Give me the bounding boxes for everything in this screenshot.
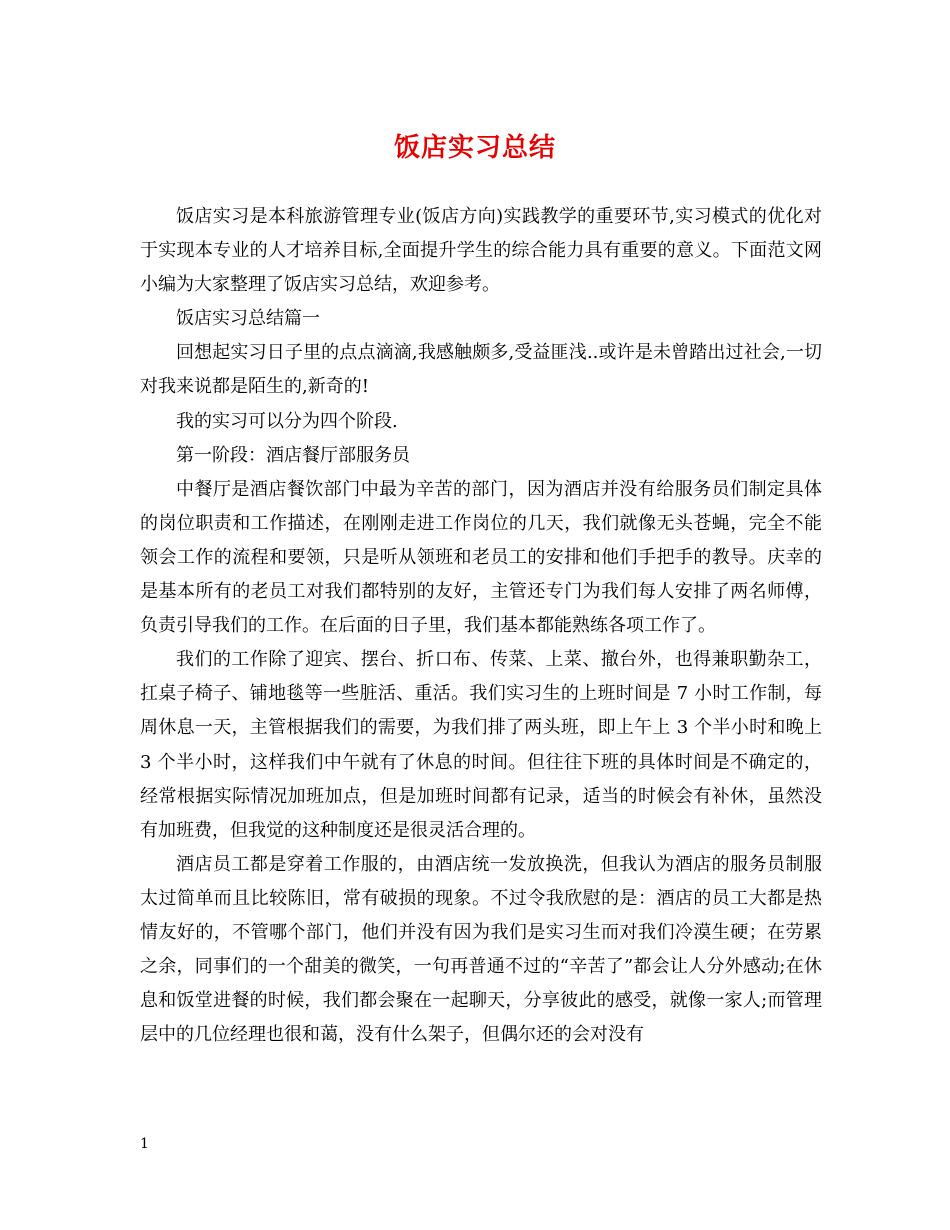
- document-title: 饭店实习总结: [393, 133, 556, 163]
- paragraph: 我们的工作除了迎宾、摆台、折口布、传菜、上菜、撤台外，也得兼职勤杂工，扛桌子椅子、铺地毯等一些脏活、重活。我们实习生的上班时间是 7 小时工作制，每周休息一天，主管根据我们的需要，为我们排了两头班，即上午上 3 个半小时和晚上 3 个半小时，这样我们中午就有了休息的时间。但往往下班的具体时间是不确定的，经常根据实际情况加班加点，但是加班时间都有记录，适当的时候会有补休，虽然没有加班费，但我觉的这种制度还是很灵活合理的。: [140, 649, 822, 841]
- paragraph: 回想起实习日子里的点点滴滴,我感触颇多,受益匪浅..或许是未曾踏出过社会,一切对我来说都是陌生的,新奇的!: [140, 342, 822, 398]
- paragraph: 我的实习可以分为四个阶段.: [176, 410, 398, 432]
- document-body: [140, 200, 822, 1052]
- paragraph: 饭店实习是本科旅游管理专业(饭店方向)实践教学的重要环节,实习模式的优化对于实现本专业的人才培养目标,全面提升学生的综合能力具有重要的意义。下面范文网小编为大家整理了饭店实习总结，欢迎参考。: [140, 206, 822, 296]
- section-heading: 饭店实习总结篇一: [176, 308, 320, 330]
- paragraph: 酒店员工都是穿着工作服的，由酒店统一发放换洗，但我认为酒店的服务员制服太过简单而且比较陈旧，常有破损的现象。不过令我欣慰的是：酒店的员工大都是热情友好的，不管哪个部门，他们并没有因为我们是实习生而对我们冷漠生硬；在劳累之余，同事们的一个甜美的微笑，一句再普通不过的“辛苦了”都会让人分外感动;在休息和饭堂进餐的时候，我们都会聚在一起聊天，分享彼此的感受，就像一家人;而管理层中的几位经理也很和蔼，没有什么架子，但偶尔还的会对没有: [140, 853, 822, 1046]
- paragraph: 中餐厅是酒店餐饮部门中最为辛苦的部门，因为酒店并没有给服务员们制定具体的岗位职责和工作描述，在刚刚走进工作岗位的几天，我们就像无头苍蝇，完全不能领会工作的流程和要领，只是听从领班和老员工的安排和他们手把手的教导。庆幸的是基本所有的老员工对我们都特别的友好，主管还专门为我们每人安排了两名师傅，负责引导我们的工作。在后面的日子里，我们基本都能熟练各项工作了。: [140, 478, 822, 637]
- stage-heading: 第一阶段：酒店餐厅部服务员: [176, 444, 410, 466]
- page-number: 1: [140, 1136, 149, 1152]
